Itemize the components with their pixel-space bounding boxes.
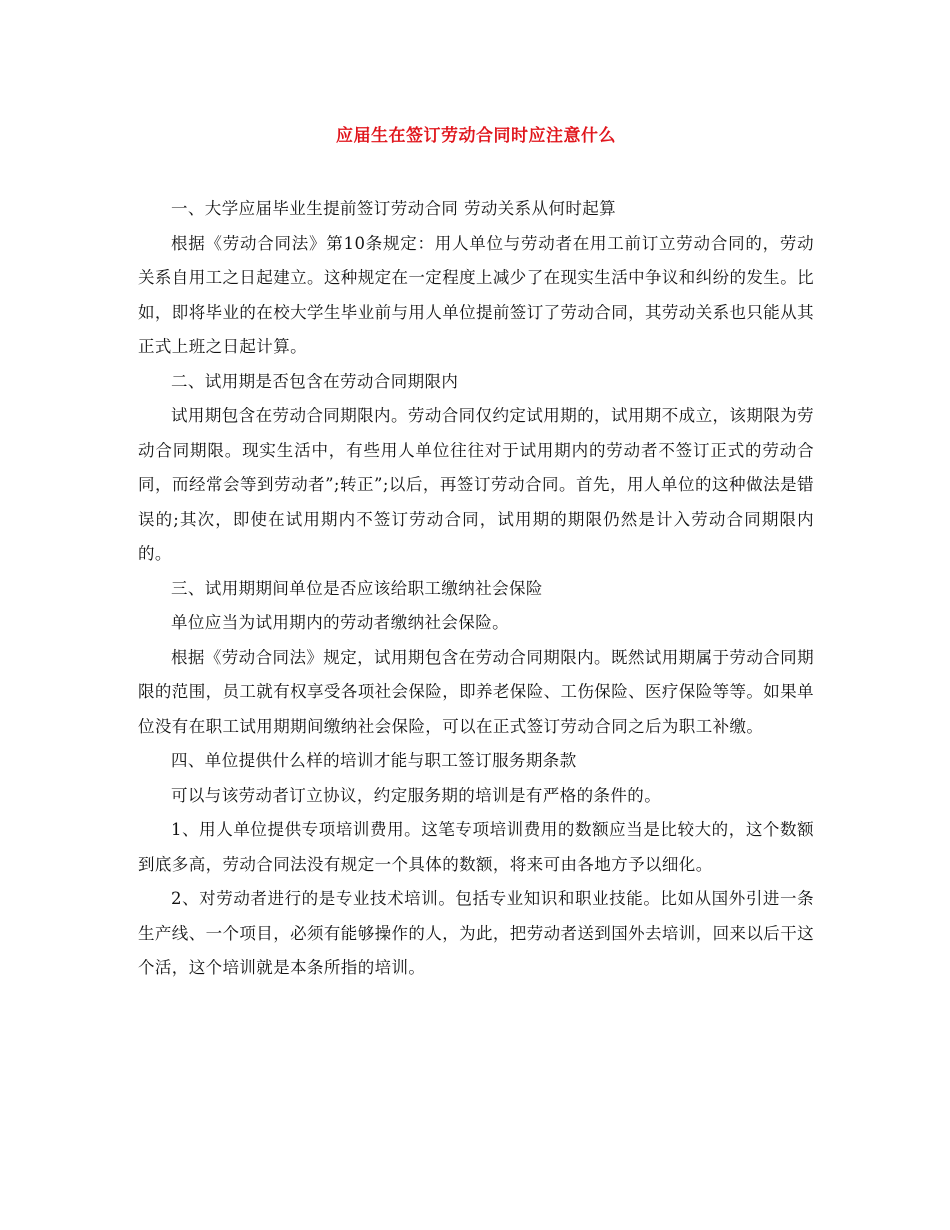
paragraph: 根据《劳动合同法》第10条规定：用人单位与劳动者在用工前订立劳动合同的，劳动关系自用工之日起建立。这种规定在一定程度上减少了在现实生活中争议和纠纷的发生。比如，即将毕业的在校大学生毕业前与用人单位提前签订了劳动合同，其劳动关系也只能从其正式上班之日起计算。: [138, 233, 814, 356]
document-page: [138, 120, 814, 986]
document-body: [138, 192, 814, 986]
paragraph: 可以与该劳动者订立协议，约定服务期的培训是有严格的条件的。: [171, 785, 662, 805]
document-title: 应届生在签订劳动合同时应注意什么: [336, 126, 616, 146]
section-heading-1: 一、大学应届毕业生提前签订劳动合同 劳动关系从何时起算: [171, 199, 617, 218]
section-heading-2: 二、试用期是否包含在劳动合同期限内: [171, 371, 459, 391]
paragraph: 单位应当为试用期内的劳动者缴纳社会保险。: [171, 613, 509, 632]
paragraph: 试用期包含在劳动合同期限内。劳动合同仅约定试用期的，试用期不成立，该期限为劳动合同期限。现实生活中，有些用人单位往往对于试用期内的劳动者不签订正式的劳动合同，而经常会等到劳动者”;转正”;以后，再签订劳动合同。首先，用人单位的这种做法是错误的;其次，即使在试用期内不签订劳动合同，试用期的期限仍然是计入劳动合同期限内的。: [138, 406, 814, 563]
paragraph: 根据《劳动合同法》规定，试用期包含在劳动合同期限内。既然试用期属于劳动合同期限的范围，员工就有权享受各项社会保险，即养老保险、工伤保险、医疗保险等等。如果单位没有在职工试用期期间缴纳社会保险，可以在正式签订劳动合同之后为职工补缴。: [138, 647, 814, 736]
section-heading-3: 三、试用期期间单位是否应该给职工缴纳社会保险: [171, 578, 543, 598]
list-item: 1、用人单位提供专项培训费用。这笔专项培训费用的数额应当是比较大的，这个数额到底多高，劳动合同法没有规定一个具体的数额，将来可由各地方予以细化。: [138, 820, 814, 874]
list-item: 2、对劳动者进行的是专业技术培训。包括专业知识和职业技能。比如从国外引进一条生产线、一个项目，必须有能够操作的人，为此，把劳动者送到国外去培训，回来以后干这个活，这个培训就是本条所指的培训。: [138, 889, 814, 977]
section-heading-4: 四、单位提供什么样的培训才能与职工签订服务期条款: [171, 751, 577, 770]
